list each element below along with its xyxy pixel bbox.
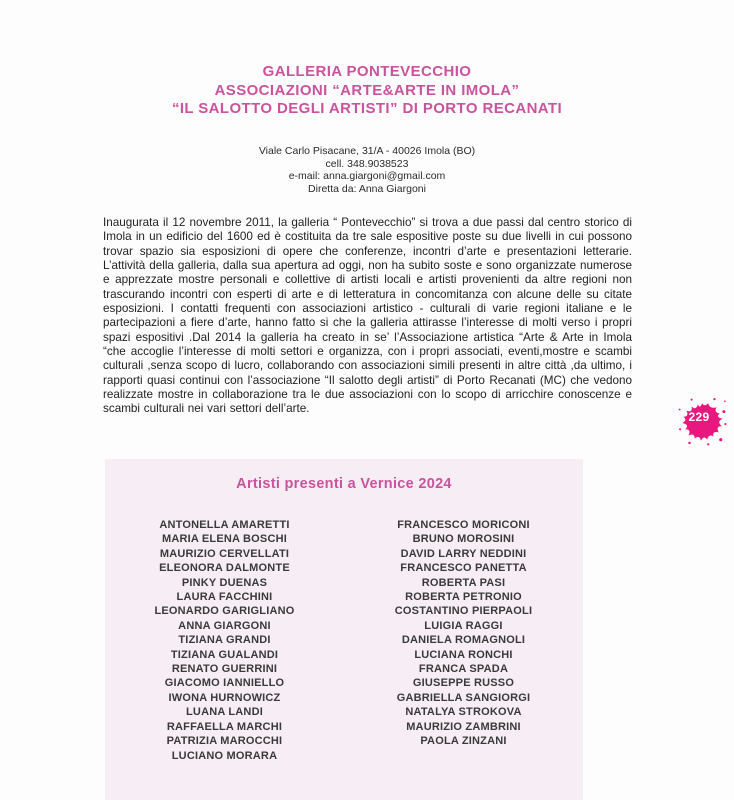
- phone-line: cell. 348.9038523: [325, 157, 409, 170]
- address-line: Viale Carlo Pisacane, 31/A - 40026 Imola (BO): [258, 145, 476, 157]
- artist-name: PATRIZIA MAROCCHI: [166, 735, 283, 748]
- gallery-header: [0, 63, 734, 119]
- directed-by-line: Diretta da: Anna Giargoni: [308, 182, 426, 195]
- artist-name: IWONA HURNOWICZ: [168, 691, 281, 704]
- artist-name: ANNA GIARGONI: [178, 619, 271, 632]
- association-line-1: ASSOCIAZIONI “ARTE&ARTE IN IMOLA”: [214, 81, 520, 99]
- contact-block: [0, 145, 734, 195]
- artists-column-left: [105, 518, 344, 763]
- artist-name: DAVID LARRY NEDDINI: [400, 547, 527, 560]
- artist-name: LEONARDO GARIGLIANO: [154, 605, 295, 618]
- artist-name: MAURIZIO ZAMBRINI: [406, 720, 521, 733]
- page-number: 229: [688, 410, 710, 424]
- artist-name: ELEONORA DALMONTE: [159, 562, 290, 575]
- artist-name: ROBERTA PASI: [421, 576, 506, 589]
- artist-name: GIUSEPPE RUSSO: [412, 677, 515, 690]
- artist-name: LUIGIA RAGGI: [424, 619, 503, 632]
- artists-column-right: [344, 518, 583, 763]
- artist-name: NATALYA STROKOVA: [405, 706, 522, 719]
- artist-name: FRANCESCO MORICONI: [397, 519, 530, 531]
- artist-name: TIZIANA GUALANDI: [170, 648, 279, 661]
- artists-panel: [105, 459, 583, 800]
- artist-name: LAURA FACCHINI: [176, 591, 273, 604]
- artist-name: ANTONELLA AMARETTI: [159, 519, 290, 531]
- artist-name: TIZIANA GRANDI: [178, 634, 271, 647]
- gallery-title: GALLERIA PONTEVECCHIO: [262, 63, 472, 80]
- artist-name: MARIA ELENA BOSCHI: [161, 533, 287, 546]
- artist-name: MAURIZIO CERVELLATI: [159, 547, 290, 560]
- gallery-description: Inaugurata il 12 novembre 2011, la galleria “ Pontevecchio” si trova a due passi dal centro storico di Imola in un edificio del 1600 ed è costituita da tre sale espositive poste su due livelli in cui possono trovar spazio sia esposizioni di opere che conferenze, incontri d’arte e presentazioni letterarie. L’attività della galleria, dalla sua apertura ad oggi, non ha subito soste e sono organizzate numerose e apprezzate mostre personali e collettive di artisti locali e artisti provenienti da altre regioni non trascurando incontri con esperti di arte e di letteratura in concomitanza con alcune delle su citate esposizioni. I contatti frequenti con associazioni artistico - culturali di varie regioni italiane e le partecipazioni a fiere d’arte, hanno fatto si che la galleria attirasse l’interesse di molti verso i propri spazi espositivi .Dal 2014 la galleria ha creato in se’ l’Associazione artistica “Arte & Arte in Imola “che accoglie l’interesse di molti settori e organizza, con i propri associati, eventi,mostre e scambi culturali ,senza scopo di lucro, collaborando con associazioni simili presenti in altre città ,da ultimo, i rapporti quasi continui con l’associazione “Il salotto degli artisti” di Porto Recanati (MC) che vedono realizzate mostre in collaborazione tra le due associazioni con lo scopo di arricchire conoscenze e scambi culturali nei vari settori dell’arte.: [103, 216, 632, 416]
- artist-name: RAFFAELLA MARCHI: [166, 720, 283, 733]
- artists-columns: [105, 518, 583, 763]
- artist-name: RENATO GUERRINI: [171, 663, 278, 676]
- artist-name: FRANCESCO PANETTA: [400, 562, 527, 575]
- artist-name: BRUNO MOROSINI: [412, 533, 515, 546]
- association-line-2: “IL SALOTTO DEGLI ARTISTI” DI PORTO RECANATI: [171, 100, 563, 117]
- artist-name: GIACOMO IANNIELLO: [164, 677, 285, 690]
- email-line: e-mail: anna.giargoni@gmail.com: [288, 170, 446, 183]
- artist-name: LUCIANO MORARA: [171, 749, 278, 762]
- artists-section-title: Artisti presenti a Vernice 2024: [236, 476, 452, 492]
- artist-name: PAOLA ZINZANI: [420, 735, 507, 748]
- artist-name: ROBERTA PETRONIO: [405, 591, 522, 604]
- artist-name: LUCIANA RONCHI: [414, 648, 513, 661]
- artist-name: DANIELA ROMAGNOLI: [401, 634, 526, 647]
- artist-name: GABRIELLA SANGIORGI: [396, 691, 531, 704]
- artist-name: COSTANTINO PIERPAOLI: [394, 605, 533, 618]
- artist-name: LUANA LANDI: [186, 706, 263, 719]
- artist-name: FRANCA SPADA: [418, 663, 509, 676]
- artist-name: PINKY DUENAS: [181, 576, 268, 589]
- page-number-badge: [677, 397, 727, 447]
